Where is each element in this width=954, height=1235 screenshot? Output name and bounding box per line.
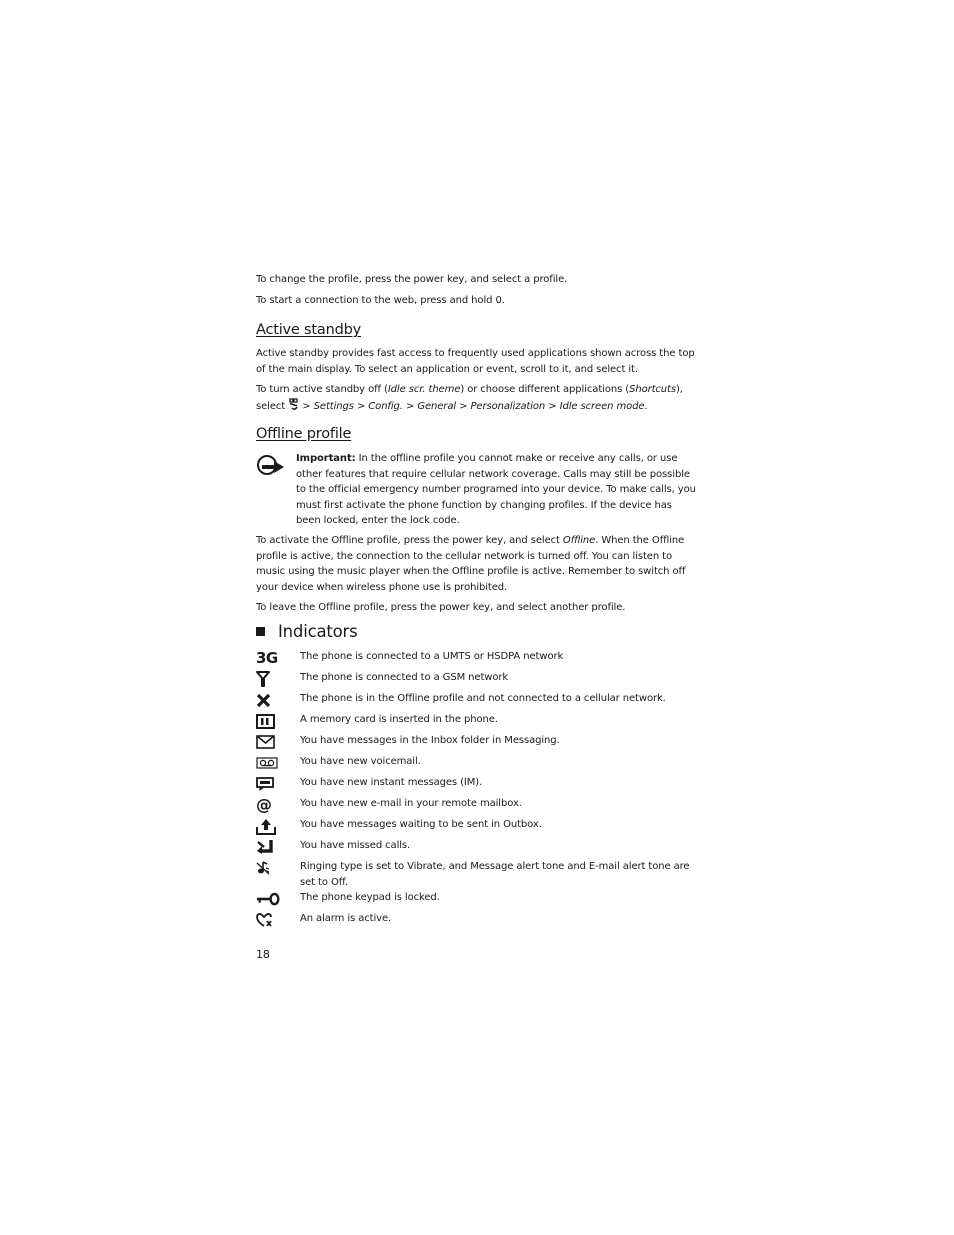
voicemail-icon bbox=[256, 754, 280, 772]
indicator-row-vibrate: Ringing type is set to Vibrate, and Message alert tone and E-mail alert tone are set to Off. bbox=[256, 859, 698, 890]
vibrate-silent-icon bbox=[256, 859, 280, 877]
heading-active-standby: Active standby bbox=[256, 322, 361, 338]
paragraph-active-standby-settings: To turn active standby off (Idle scr. theme) or choose different applications (Shortcuts), select > Settings > Config. > General > Personalization > Idle screen mode. bbox=[256, 382, 698, 416]
indicator-row-email: @ You have new e-mail in your remote mailbox. bbox=[256, 795, 522, 814]
indicator-row-memory-card: A memory card is inserted in the phone. bbox=[256, 712, 698, 733]
indicator-row-keylock: The phone keypad is locked. bbox=[256, 890, 698, 911]
indicator-row-offline: The phone is in the Offline profile and not connected to a cellular network. bbox=[256, 691, 698, 712]
paragraph-web-start: To start a connection to the web, press and hold 0. bbox=[256, 295, 505, 306]
memory-card-icon bbox=[256, 712, 280, 730]
alarm-icon bbox=[256, 911, 280, 929]
important-note: Important: In the offline profile you cannot make or receive any calls, or use other features that require cellular network coverage. Calls may still be possible to the official emergency number programed into your device. To make calls, you must first activate the phone function by changing profiles. If the device has been locked, enter the lock code. bbox=[296, 453, 696, 527]
important-note-icon bbox=[256, 454, 286, 476]
indicator-row-instant-message: You have new instant messages (IM). bbox=[256, 775, 698, 796]
indicator-row-voicemail: You have new voicemail. bbox=[256, 754, 698, 775]
paragraph-profile-change: To change the profile, press the power key, and select a profile. bbox=[256, 274, 568, 285]
heading-offline-profile: Offline profile bbox=[256, 426, 352, 442]
instant-message-icon bbox=[256, 775, 280, 793]
missed-call-icon bbox=[256, 838, 280, 856]
indicator-row-outbox: You have messages waiting to be sent in Outbox. bbox=[256, 817, 698, 838]
indicator-row-3g: 3G The phone is connected to a UMTS or HSDPA network bbox=[256, 648, 564, 667]
indicator-row-missed-calls: You have missed calls. bbox=[256, 838, 698, 859]
paragraph-offline-leave: To leave the Offline profile, press the power key, and select another profile. bbox=[256, 602, 626, 613]
indicator-row-inbox: You have messages in the Inbox folder in Messaging. bbox=[256, 733, 698, 754]
offline-x-icon bbox=[256, 691, 280, 709]
gsm-antenna-icon bbox=[256, 670, 280, 688]
indicator-list bbox=[256, 649, 698, 932]
menu-key-icon bbox=[288, 398, 299, 417]
outbox-icon bbox=[256, 817, 280, 835]
envelope-icon bbox=[256, 733, 280, 751]
key-lock-icon bbox=[256, 890, 280, 908]
indicator-row-gsm: The phone is connected to a GSM network bbox=[256, 670, 698, 691]
paragraph-active-standby-intro: Active standby provides fast access to frequently used applications shown across the top of the main display. To select an application or event, scroll to it, and select it. bbox=[256, 348, 695, 375]
page-number: 18 bbox=[256, 948, 270, 961]
section-bullet-icon bbox=[256, 627, 265, 636]
paragraph-offline-activate: To activate the Offline profile, press the power key, and select Offline. When the Offline profile is active, the connection to the cellular network is turned off. You can listen to music using the music player when the Offline profile is active. Remember to switch off your device when wireless phone use is prohibited. bbox=[256, 535, 686, 593]
heading-indicators: Indicators bbox=[256, 624, 358, 640]
indicator-row-alarm: An alarm is active. bbox=[256, 911, 698, 932]
at-sign-icon: @ bbox=[256, 795, 272, 814]
3g-icon: 3G bbox=[256, 648, 278, 667]
